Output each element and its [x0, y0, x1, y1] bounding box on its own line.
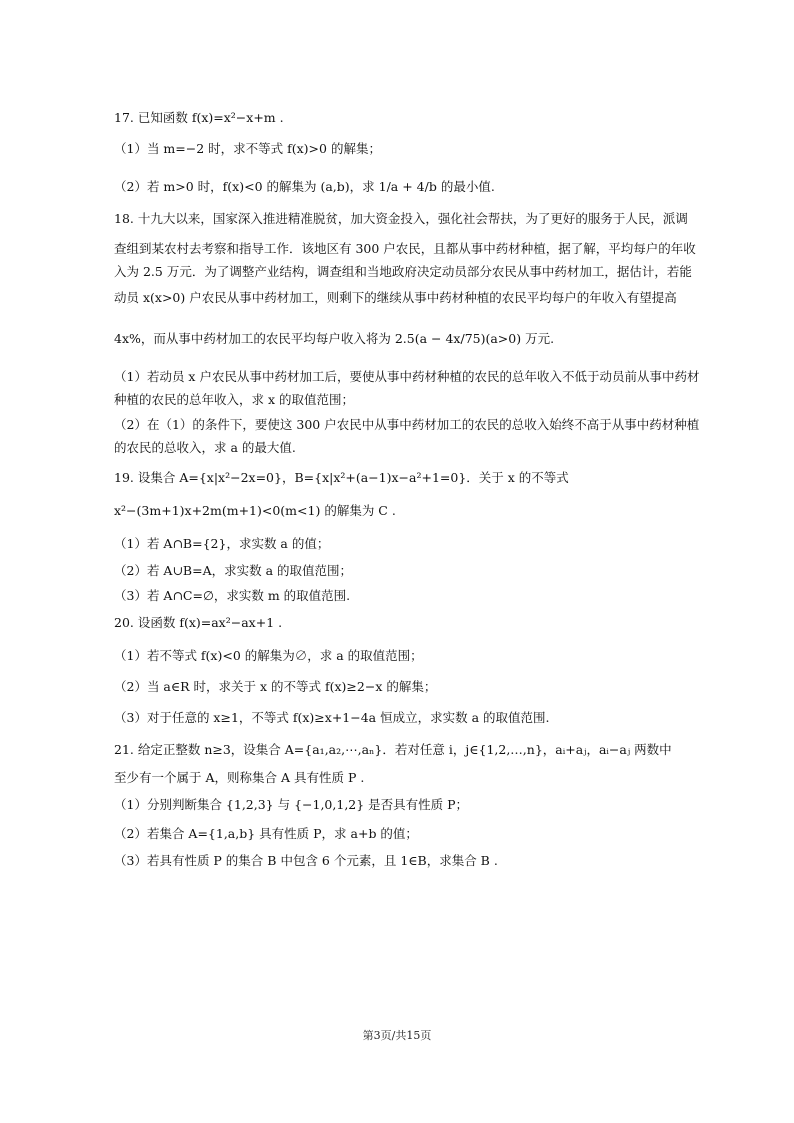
q19-part1: （1）若 A∩B={2}，求实数 a 的值； [114, 536, 330, 551]
q20-part1: （1）若不等式 f(x)<0 的解集为∅，求 a 的取值范围； [114, 648, 423, 663]
q18-part1-a: （1）若动员 x 户农民从事中药材加工后，要使从事中药材种植的农民的总年收入不低于动员前从事中药材 [114, 369, 700, 384]
q21-part2: （2）若集合 A={1,a,b} 具有性质 P，求 a+b 的值； [114, 826, 418, 841]
q18-line3: 入为 2.5 万元．为了调整产业结构，调查组和当地政府决定动员部分农民从事中药材加工，据估计，若能 [114, 264, 692, 279]
q21-line2: 至少有一个属于 A，则称集合 A 具有性质 P . [114, 770, 365, 785]
q18-part2-b: 的农民的总收入，求 a 的最大值. [114, 440, 296, 455]
q19-part2: （2）若 A∪B=A，求实数 a 的取值范围； [114, 563, 353, 578]
q20-part3: （3）对于任意的 x≥1，不等式 f(x)≥x+1−4a 恒成立，求实数 a 的取值范围. [114, 710, 550, 725]
q18-line2: 查组到某农村去考察和指导工作．该地区有 300 户农民，且都从事中药材种植，据了解，平均每户的年收 [114, 241, 696, 256]
q19-line1: 19. 设集合 A={x|x²−2x=0}，B={x|x²+(a−1)x−a²+1=0}．关于 x 的不等式 [114, 470, 569, 485]
q19-part3: （3）若 A∩C=∅，求实数 m 的取值范围. [114, 588, 351, 603]
q17-stem: 17. 已知函数 f(x)=x²−x+m . [114, 110, 284, 125]
q18-part2-a: （2）在（1）的条件下，要使这 300 户农民中从事中药材加工的农民的总收入始终不高于从事中药材种植 [114, 417, 700, 432]
q21-part3: （3）若具有性质 P 的集合 B 中包含 6 个元素，且 1∈B，求集合 B . [114, 853, 498, 868]
q19-line2: x²−(3m+1)x+2m(m+1)<0(m<1) 的解集为 C . [114, 503, 396, 518]
page-number: 第3页/共15页 [362, 1029, 432, 1042]
q18-line1: 18. 十九大以来，国家深入推进精准脱贫，加大资金投入，强化社会帮扶，为了更好的服务于人民，派调 [114, 211, 688, 226]
q18-part1-b: 种植的农民的总年收入，求 x 的取值范围； [114, 392, 354, 407]
q18-line4: 动员 x(x>0) 户农民从事中药材加工，则剩下的继续从事中药材种植的农民平均每户的年收入有望提高 [114, 290, 677, 305]
q20-stem: 20. 设函数 f(x)=ax²−ax+1 . [114, 615, 283, 630]
q21-part1: （1）分别判断集合 {1,2,3} 与 {−1,0,1,2} 是否具有性质 P； [114, 797, 469, 812]
q21-line1: 21. 给定正整数 n≥3，设集合 A={a₁,a₂,⋯,aₙ}．若对任意 i，j∈{1,2,…,n}，aᵢ+aⱼ，aᵢ−aⱼ 两数中 [114, 742, 672, 757]
q17-part2: （2）若 m>0 时，f(x)<0 的解集为 (a,b)，求 1/a + 4/b 的最小值. [114, 179, 495, 194]
q20-part2: （2）当 a∈R 时，求关于 x 的不等式 f(x)≥2−x 的解集； [114, 679, 437, 694]
q18-line5: 4x%，而从事中药材加工的农民平均每户收入将为 2.5(a − 4x/75)(a>0) 万元. [114, 331, 555, 346]
q17-part1: （1）当 m=−2 时，求不等式 f(x)>0 的解集； [114, 141, 381, 156]
